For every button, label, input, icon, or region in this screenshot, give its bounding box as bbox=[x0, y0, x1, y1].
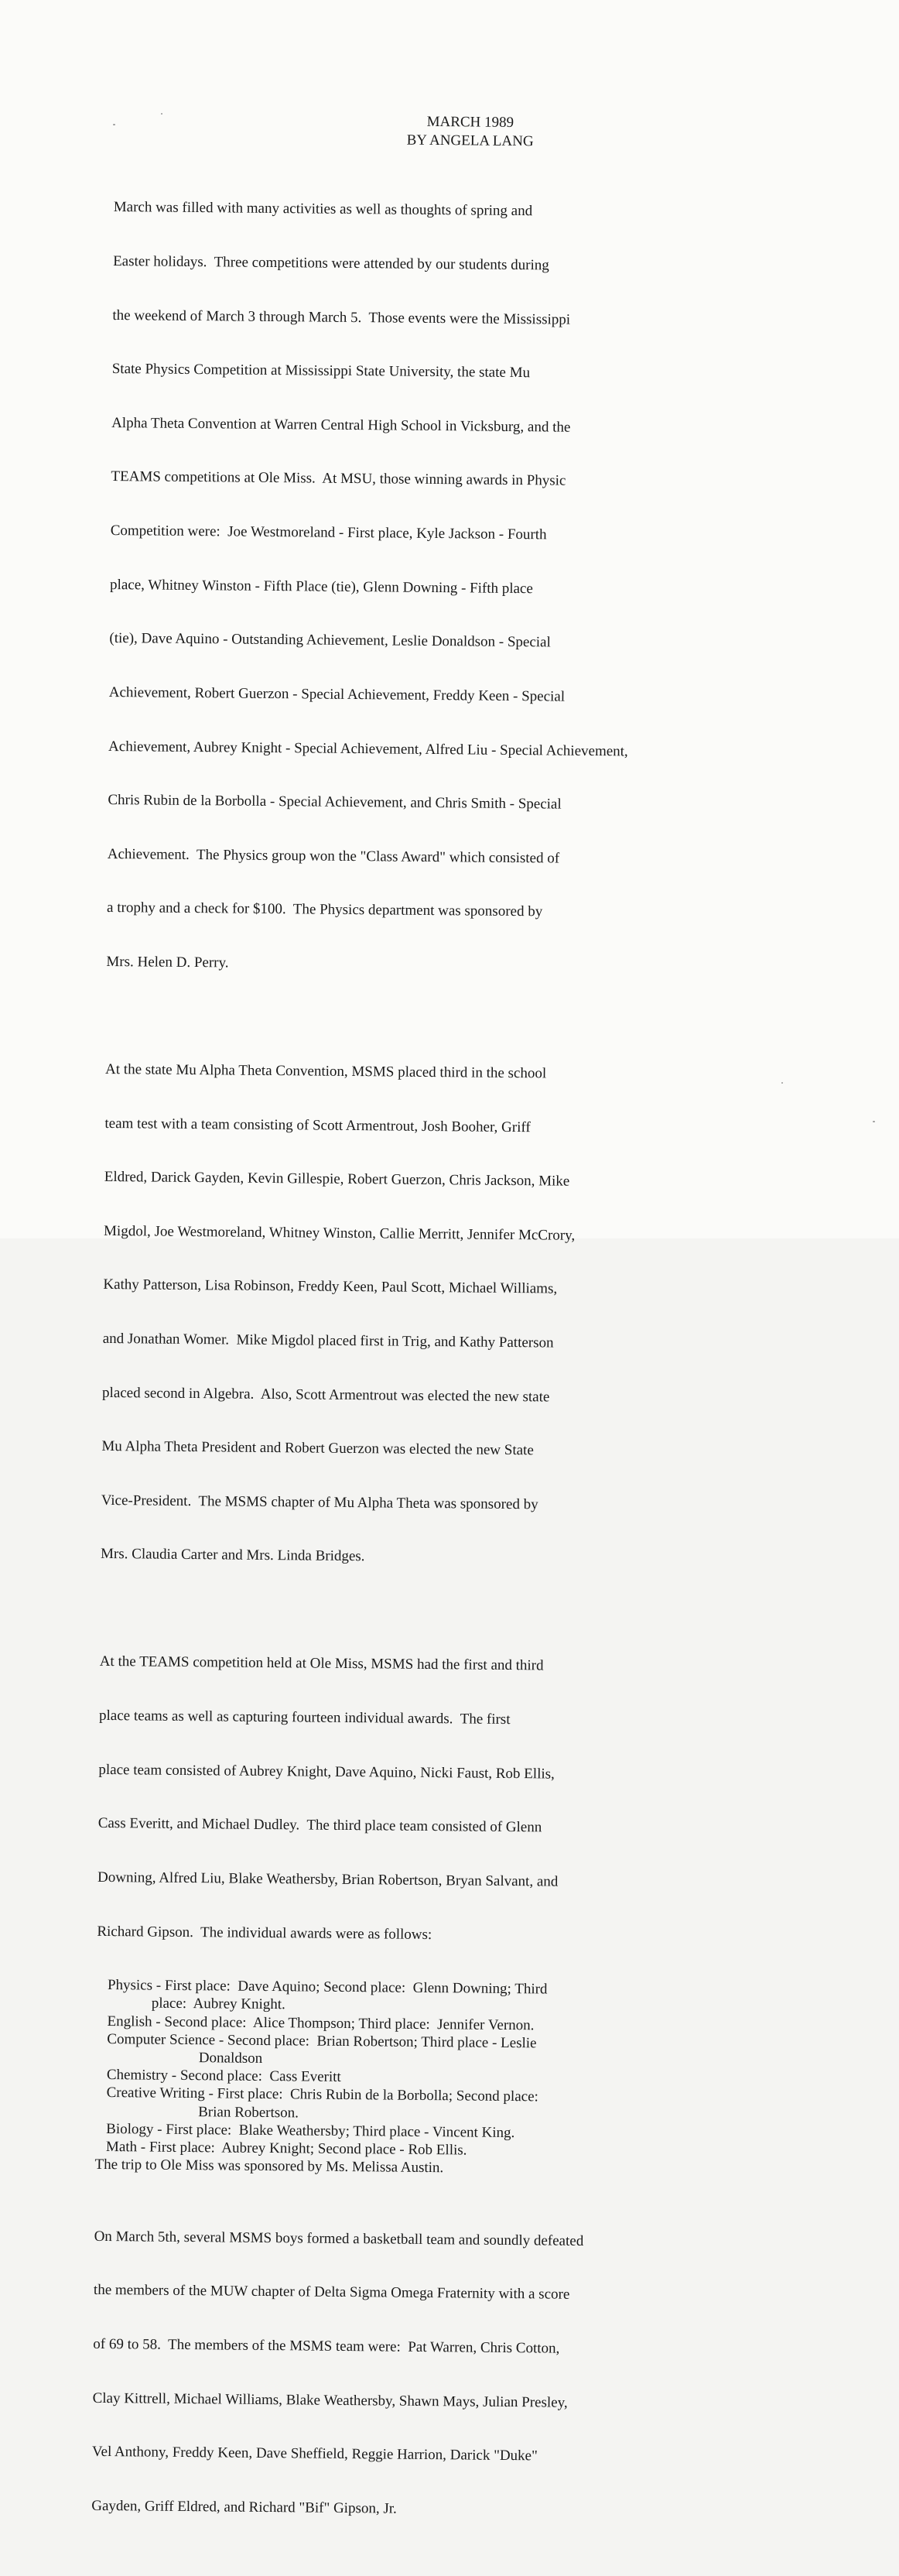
text-line: Migdol, Joe Westmoreland, Whitney Winston, Callie Merritt, Jennifer McCrory, bbox=[103, 1222, 576, 1244]
article-date: MARCH 1989 bbox=[426, 113, 514, 131]
award-line: Computer Science - Second place: Brian Robertson; Third place - Leslie bbox=[95, 2030, 537, 2052]
award-line: place: Aubrey Knight. bbox=[96, 1995, 285, 2013]
text-line: (tie), Dave Aquino - Outstanding Achievement, Leslie Donaldson - Special bbox=[109, 630, 551, 651]
text-line: Competition were: Joe Westmoreland - First place, Kyle Jackson - Fourth bbox=[110, 522, 547, 543]
sponsor-line: The trip to Ole Miss was sponsored by Ms. Melissa Austin. bbox=[94, 2156, 444, 2177]
text-line: a trophy and a check for $100. The Physics department was sponsored by bbox=[107, 899, 543, 920]
award-line: Math - First place: Aubrey Knight; Second place - Rob Ellis. bbox=[94, 2138, 467, 2159]
text-line: Mu Alpha Theta President and Robert Guerzon was elected the new State bbox=[101, 1438, 534, 1459]
award-line: Brian Robertson. bbox=[95, 2102, 299, 2121]
text-line: Cass Everitt, and Michael Dudley. The third place team consisted of Glenn bbox=[97, 1815, 542, 1836]
article bbox=[91, 110, 880, 2576]
text-line: At the TEAMS competition held at Ole Miss, MSMS had the first and third bbox=[99, 1653, 544, 1674]
paragraph-basketball bbox=[91, 2191, 860, 2558]
text-line: Clay Kittrell, Michael Williams, Blake Weathersby, Shawn Mays, Julian Presley, bbox=[92, 2389, 568, 2411]
text-line: Alpha Theta Convention at Warren Central High School in Vicksburg, and the bbox=[111, 414, 571, 436]
article-byline: BY ANGELA LANG bbox=[406, 132, 534, 150]
text-line: Richard Gipson. The individual awards were as follows: bbox=[97, 1923, 432, 1943]
award-line: Biology - First place: Blake Weathersby; Third place - Vincent King. bbox=[94, 2120, 515, 2141]
award-line: Donaldson bbox=[95, 2048, 263, 2067]
text-line: placed second in Algebra. Also, Scott Armentrout was elected the new state bbox=[101, 1384, 550, 1406]
text-line: Gayden, Griff Eldred, and Richard "Bif" Gipson, Jr. bbox=[91, 2497, 397, 2517]
text-line: TEAMS competitions at Ole Miss. At MSU, those winning awards in Physic bbox=[111, 468, 566, 490]
text-line: State Physics Competition at Mississippi State University, the state Mu bbox=[111, 361, 531, 382]
text-line: place, Whitney Winston - Fifth Place (tie), Glenn Downing - Fifth place bbox=[110, 576, 533, 597]
award-list bbox=[95, 1976, 863, 2163]
text-line: Mrs. Claudia Carter and Mrs. Linda Bridges. bbox=[100, 1546, 365, 1565]
text-line: Chris Rubin de la Borbolla - Special Achievement, and Chris Smith - Special bbox=[108, 792, 562, 813]
text-line: March was filled with many activities as well as thoughts of spring and bbox=[113, 199, 533, 220]
text-line: On March 5th, several MSMS boys formed a basketball team and soundly defeated bbox=[94, 2228, 584, 2249]
text-line: of 69 to 58. The members of the MSMS team were: Pat Warren, Chris Cotton, bbox=[93, 2335, 560, 2357]
text-line: team test with a team consisting of Scott Armentrout, Josh Booher, Griff bbox=[104, 1115, 531, 1136]
text-line: At the state Mu Alpha Theta Convention, MSMS placed third in the school bbox=[105, 1060, 547, 1082]
text-line: Achievement, Robert Guerzon - Special Achievement, Freddy Keen - Special bbox=[108, 683, 566, 705]
text-line: Downing, Alfred Liu, Blake Weathersby, Brian Robertson, Bryan Salvant, and bbox=[97, 1869, 559, 1890]
text-line: place team consisted of Aubrey Knight, Dave Aquino, Nicki Faust, Rob Ellis, bbox=[98, 1761, 555, 1783]
text-line: Achievement, Aubrey Knight - Special Achievement, Alfred Liu - Special Achievement, bbox=[108, 738, 628, 759]
text-line: Achievement. The Physics group won the "Class Award" which consisted of bbox=[107, 845, 560, 867]
text-line: Eldred, Darick Gayden, Kevin Gillespie, Robert Guerzon, Chris Jackson, Mike bbox=[104, 1169, 570, 1190]
award-line: Physics - First place: Dave Aquino; Second place: Glenn Downing; Third bbox=[96, 1976, 548, 1998]
text-line: and Jonathan Womer. Mike Migdol placed first in Trig, and Kathy Patterson bbox=[102, 1330, 554, 1351]
paragraph-teams bbox=[97, 1617, 866, 1984]
award-line: Creative Writing - First place: Chris Rubin de la Borbolla; Second place: bbox=[95, 2084, 538, 2105]
text-line: Kathy Patterson, Lisa Robinson, Freddy Keen, Paul Scott, Michael Williams, bbox=[103, 1276, 558, 1297]
paragraph-mu-alpha-theta bbox=[101, 1024, 872, 1606]
text-line: Easter holidays. Three competitions were attended by our students during bbox=[113, 253, 549, 274]
award-line: English - Second place: Alice Thompson; Third place: Jennifer Vernon. bbox=[96, 2012, 535, 2033]
award-line: Chemistry - Second place: Cass Everitt bbox=[95, 2067, 341, 2086]
article-header bbox=[238, 111, 702, 153]
text-line: the members of the MUW chapter of Delta Sigma Omega Fraternity with a score bbox=[93, 2282, 570, 2304]
text-line: Vice-President. The MSMS chapter of Mu Alpha Theta was sponsored by bbox=[101, 1492, 538, 1513]
text-line: place teams as well as capturing fourteen individual awards. The first bbox=[98, 1707, 511, 1728]
paragraph-physics bbox=[106, 163, 880, 1014]
scan-speck bbox=[873, 1121, 875, 1122]
text-line: Mrs. Helen D. Perry. bbox=[106, 953, 229, 971]
text-line: Vel Anthony, Freddy Keen, Dave Sheffield, Reggie Harrion, Darick "Duke" bbox=[91, 2444, 538, 2465]
text-line: the weekend of March 3 through March 5. Those events were the Mississippi bbox=[112, 307, 571, 328]
